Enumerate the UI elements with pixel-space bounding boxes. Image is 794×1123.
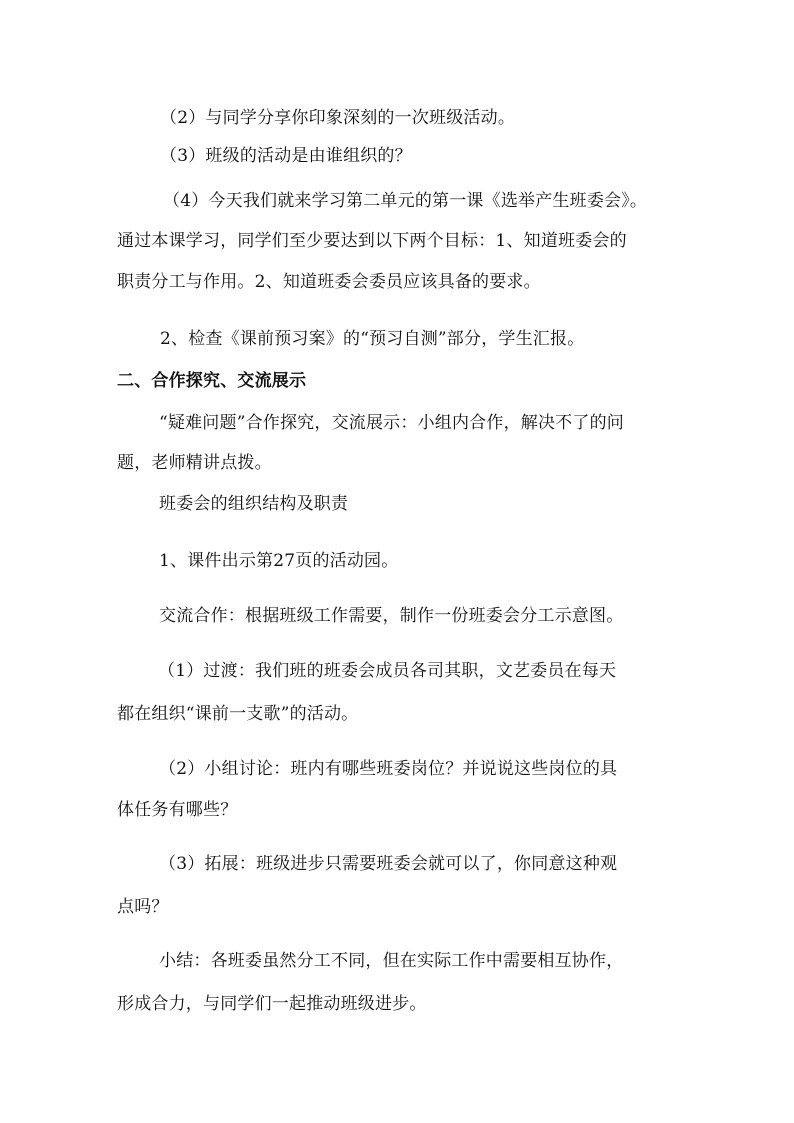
paragraph-line: 体任务有哪些？ [117,800,238,820]
paragraph-line: （3）拓展：班级进步只需要班委会就可以了，你同意这种观 [159,854,618,874]
paragraph-line: （3）班级的活动是由谁组织的？ [160,146,412,166]
paragraph-line: “疑难问题”合作探究，交流展示：小组内合作，解决不了的问 [159,413,624,433]
paragraph-line: 交流合作：根据班级工作需要，制作一份班委会分工示意图。 [159,606,624,626]
paragraph-line: 点吗？ [117,897,169,917]
paragraph-line: 题，老师精讲点拨。 [117,453,272,473]
paragraph-line: 形成合力，与同学们一起推动班级进步。 [117,994,427,1014]
paragraph-line: （1）过渡：我们班的班委会成员各司其职，文艺委员在每天 [158,661,617,681]
paragraph-line: 2、检查《课前预习案》的“预习自测”部分，学生汇报。 [160,329,585,349]
paragraph-line: （2）小组讨论：班内有哪些班委岗位？并说说这些岗位的具 [159,759,618,779]
paragraph-line: 小结：各班委虽然分工不同，但在实际工作中需要相互协作， [159,951,624,971]
subheading-line: 班委会的组织结构及职责 [159,494,349,514]
paragraph-line: 1、课件出示第27页的活动园。 [159,551,399,571]
paragraph-line: 都在组织“课前一支歌”的活动。 [117,704,359,724]
paragraph-line: （2）与同学分享你印象深刻的一次班级活动。 [160,108,516,128]
section-heading: 二、合作探究、交流展示 [117,371,307,391]
paragraph-line: 职责分工与作用。2、知道班委会委员应该具备的要求。 [117,272,541,292]
paragraph-line: 通过本课学习，同学们至少要达到以下两个目标：1、知道班委会的 [117,231,627,251]
paragraph-line: （4）今天我们就来学习第二单元的第一课《选举产生班委会》。 [163,191,648,211]
